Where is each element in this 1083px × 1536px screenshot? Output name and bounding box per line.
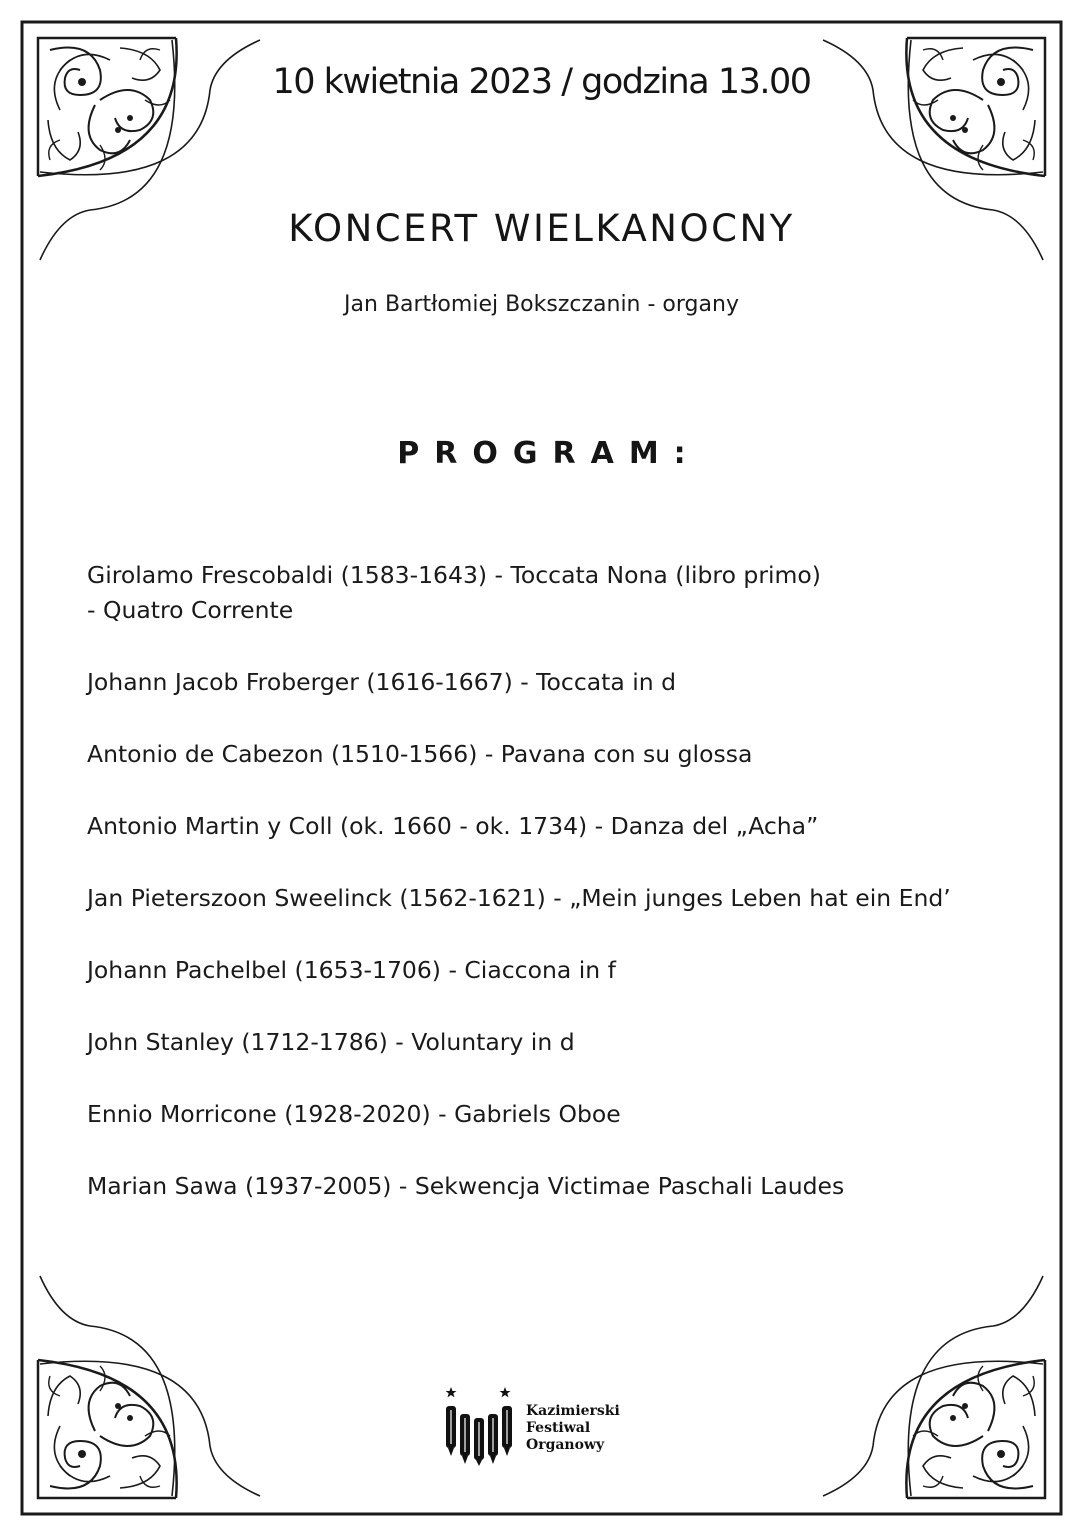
program-item	[87, 1169, 1007, 1204]
program-item	[87, 1025, 1007, 1060]
program-item	[87, 558, 1007, 628]
program-item-line: Johann Pachelbel (1653-1706) - Ciaccona in f	[87, 956, 616, 984]
organ-pipes-icon	[441, 1386, 521, 1466]
program-item	[87, 665, 1007, 700]
logo-text-line: Festiwal	[526, 1420, 591, 1436]
program-item	[87, 881, 1007, 916]
concert-date-time: 10 kwietnia 2023 / godzina 13.00	[272, 62, 811, 102]
program-item	[87, 809, 1007, 844]
logo-text-line: Kazimierski	[526, 1403, 620, 1419]
program-item	[87, 1097, 1007, 1132]
program-item-line: Antonio Martin y Coll (ok. 1660 - ok. 1734) - Danza del „Acha”	[87, 812, 819, 840]
logo-text-line: Organowy	[526, 1437, 605, 1453]
program-item-line: - Quatro Corrente	[87, 596, 294, 624]
program-item-line: John Stanley (1712-1786) - Voluntary in d	[87, 1028, 575, 1056]
program-item-line: Marian Sawa (1937-2005) - Sekwencja Victimae Paschali Laudes	[87, 1172, 845, 1200]
performer-line: Jan Bartłomiej Bokszczanin - organy	[344, 292, 739, 317]
program-item-line: Ennio Morricone (1928-2020) - Gabriels Oboe	[87, 1100, 621, 1128]
program-item	[87, 737, 1007, 772]
program-item	[87, 953, 1007, 988]
festival-logo	[441, 1386, 651, 1466]
program-item-line: Johann Jacob Froberger (1616-1667) - Toccata in d	[87, 668, 677, 696]
festival-logo-text	[526, 1403, 620, 1454]
program-item-line: Jan Pieterszoon Sweelinck (1562-1621) - „Mein junges Leben hat ein End’	[87, 884, 951, 912]
program-list	[87, 558, 1007, 1241]
concert-title: KONCERT WIELKANOCNY	[288, 207, 795, 250]
program-item-line: Girolamo Frescobaldi (1583-1643) - Toccata Nona (libro primo)	[87, 561, 821, 589]
program-heading: PROGRAM:	[397, 436, 701, 471]
program-item-line: Antonio de Cabezon (1510-1566) - Pavana con su glossa	[87, 740, 753, 768]
